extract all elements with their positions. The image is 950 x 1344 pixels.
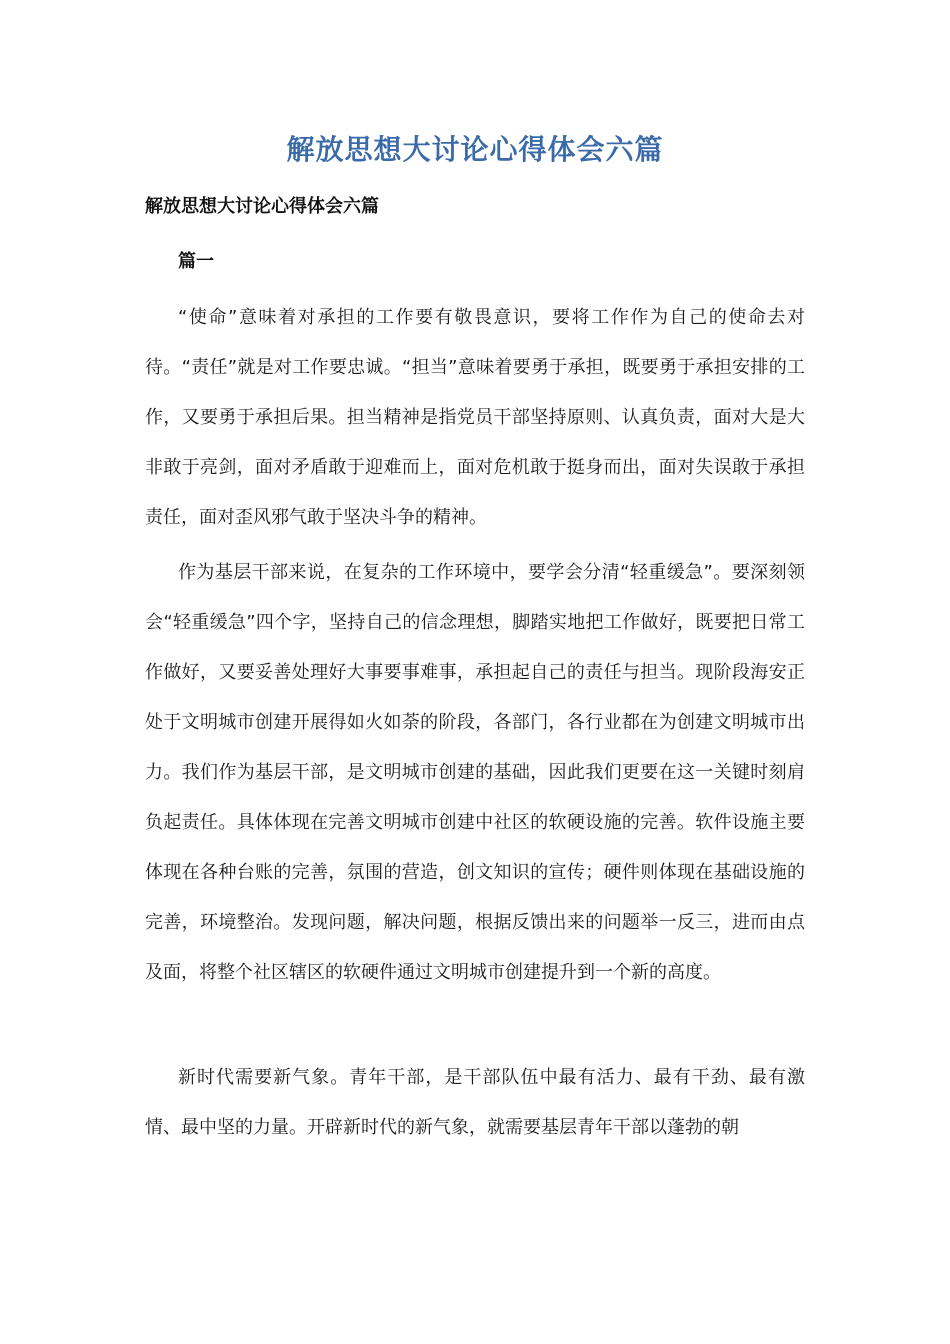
section-heading: 篇一 (178, 251, 214, 272)
body-paragraph: 作为基层干部来说，在复杂的工作环境中，要学会分清“轻重缓急”。要深刻领会“轻重缓急”四个字，坚持自己的信念理想，脚踏实地把工作做好，既要把日常工作做好，又要妥善处理好大事要事难事，承担起自己的责任与担当。现阶段海安正处于文明城市创建开展得如火如荼的阶段，各部门，各行业都在为创建文明城市出力。我们作为基层干部，是文明城市创建的基础，因此我们更要在这一关键时刻肩负起责任。具体体现在完善文明城市创建中社区的软硬设施的完善。软件设施主要体现在各种台账的完善，氛围的营造，创文知识的宣传；硬件则体现在基础设施的完善，环境整治。发现问题，解决问题，根据反馈出来的问题举一反三，进而由点及面，将整个社区辖区的软硬件通过文明城市创建提升到一个新的高度。 (145, 562, 805, 983)
document-subtitle: 解放思想大讨论心得体会六篇 (145, 196, 379, 217)
body-paragraph: “使命”意味着对承担的工作要有敬畏意识，要将工作作为自己的使命去对待。“责任”就是对工作要忠诚。“担当”意味着要勇于承担，既要勇于承担安排的工作，又要勇于承担后果。担当精神是指党员干部坚持原则、认真负责，面对大是大非敢于亮剑，面对矛盾敢于迎难而上，面对危机敢于挺身而出，面对失误敢于承担责任，面对歪风邪气敢于坚决斗争的精神。 (145, 307, 805, 528)
document-title: 解放思想大讨论心得体会六篇 (286, 133, 664, 166)
body-paragraph: 新时代需要新气象。青年干部，是干部队伍中最有活力、最有干劲、最有激情、最中坚的力量。开辟新时代的新气象，就需要基层青年干部以蓬勃的朝 (145, 1067, 805, 1138)
